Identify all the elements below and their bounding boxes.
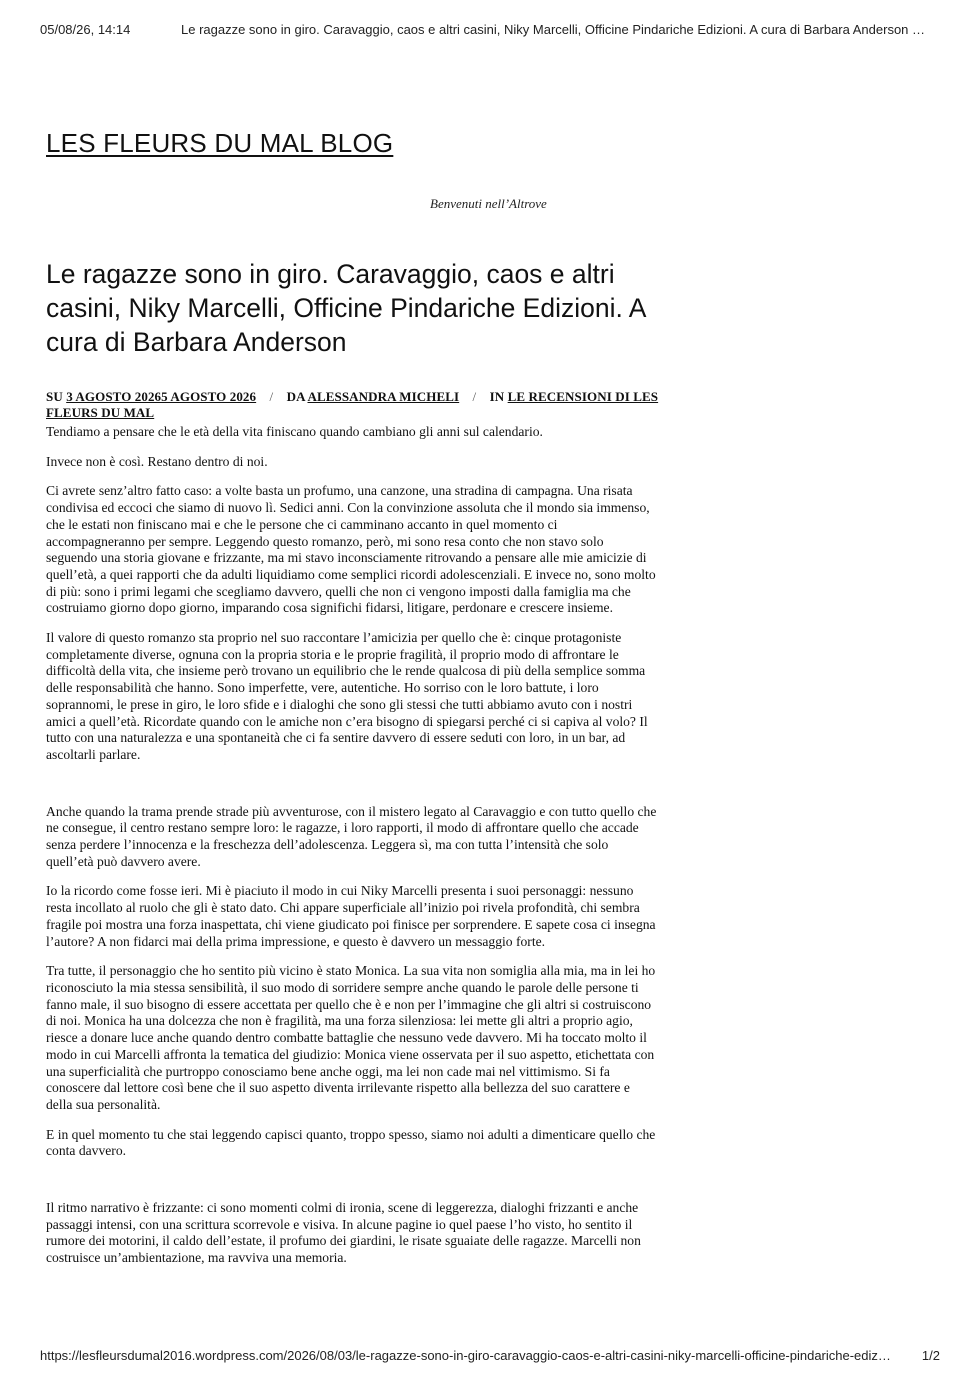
post-paragraph: Anche quando la trama prende strade più avventurose, con il mistero legato al Caravaggio e con tutto quello che ne consegue, il centro restano sempre loro: le ragazze, i loro rapporti, il modo di affrontare quello che accade senza perdere l’innocenza e la freschezza dell’adolescenza. Leggera sì, ma con tutta l’intensità che solo quell’età può davvero avere.: [46, 803, 657, 869]
post-paragraph: Ci avrete senz’altro fatto caso: a volte basta un profumo, una canzone, una stradina di campagna. Una risata condivisa ed eccoci che siamo di nuovo lì. Sedici anni. Con la convinzione assoluta che il mondo sia immenso, che le estati non finiscano mai e che le persone che ci camminano accanto in quel momento ci accompagneranno per sempre. Leggendo questo romanzo, però, mi sono resa conto che non stavo solo seguendo una storia giovane e frizzante, ma mi stavo inconsciamente ritrovando a pensare alle mie amicizie di quell’età, a quei rapporti che da adulti liquidiamo come semplici ricordi adolescenziali. E invece no, sono molto di più: sono i primi legami che scegliamo davvero, quelli che non ci vengono imposti dalla famiglia ma che costruiamo giorno dopo giorno, imparando cosa significhi fidarsi, litigare, perdonare e crescere insieme.: [46, 483, 656, 616]
post-paragraph: Il valore di questo romanzo sta proprio nel suo raccontare l’amicizia per quello che è: cinque protagoniste completamente diverse, ognuna con la propria storia e le proprie fragilità, il proprio modo di affrontare le difficoltà della vita, che insieme però trovano un equilibrio che le rende qualcosa di più della semplice somma delle responsabilità che hanno. Sono imperfette, vere, autentiche. Ho sorriso con le loro battute, i loro soprannomi, le prese in giro, le loro sfide e i dialoghi che sono gli stessi che tutti abbiamo avuto con i nostri amici a quell’età. Ricordate quando con le amiche non c’era bisogno di spiegarsi perché ci si capiva al volo? Il tutto con una naturalezza e una spontaneità che ci fa sentire davvero di essere seduti con loro, in un bar, ad ascoltarli parlare.: [46, 630, 648, 762]
print-header: [40, 22, 940, 42]
meta-separator: /: [269, 389, 274, 404]
site-title-link[interactable]: LES FLEURS DU MAL BLOG: [46, 128, 394, 158]
print-page-number: 1/2: [921, 1348, 940, 1363]
post-category-link[interactable]: LE RECENSIONI DI LES FLEURS DU MAL: [46, 389, 659, 420]
print-footer: [40, 1348, 940, 1368]
meta-by-label: DA: [286, 389, 305, 404]
print-datetime: 05/08/26, 14:14: [40, 22, 131, 37]
post-content: [46, 424, 658, 1280]
post-date-link[interactable]: 3 AGOSTO 20265 AGOSTO 2026: [66, 389, 257, 404]
post-title: Le ragazze sono in giro. Caravaggio, caos e altri casini, Niky Marcelli, Officine Pindariche Edizioni. A cura di Barbara Anderson: [46, 259, 645, 357]
post-paragraph: E in quel momento tu che stai leggendo capisci quanto, troppo spesso, siamo noi adulti a dimenticare quello che conta davvero.: [46, 1126, 656, 1159]
post-paragraph: Invece non è così. Restano dentro di noi.: [46, 453, 268, 469]
meta-in-label: IN: [489, 389, 505, 404]
post-author-link[interactable]: ALESSANDRA MICHELI: [307, 389, 460, 404]
meta-separator: /: [472, 389, 477, 404]
post-paragraph: Tendiamo a pensare che le età della vita finiscano quando cambiano gli anni sul calendario.: [46, 424, 543, 439]
post-paragraph: Tra tutte, il personaggio che ho sentito più vicino è stato Monica. La sua vita non somiglia alla mia, ma in lei ho riconosciuto la mia stessa sensibilità, il suo modo di sorridere sempre anche quando le parole delle persone ti fanno male, il suo bisogno di essere accettata per quello che è e non per l’immagine che gli altri si costruiscono di noi. Monica ha una dolcezza che non è fragilità, ma una forza silenziosa: lei mette gli altri a proprio agio, riesce a donare luce anche quando dentro combatte battaglie che nessuno vede davvero. Mi ha toccato molto il modo in cui Marcelli affronta la tematica del giudizio: Monica viene osservata per il suo aspetto, etichettata con una superficialità che purtroppo conosciamo bene anche oggi, ma lei non cade mai nel vittimismo. Si fa conoscere dal lettore così bene che il suo aspetto diventa irrilevante rispetto alla bellezza del suo carattere e della sua personalità.: [46, 963, 656, 1112]
site-tagline: Benvenuti nell’Altrove: [430, 196, 547, 211]
print-url: https://lesfleursdumal2016.wordpress.com/2026/08/03/le-ragazze-sono-in-giro-caravaggio-caos-e-altri-casini-niky-marcelli-officine-pindariche-ediz…: [40, 1348, 891, 1363]
post-meta: [46, 389, 666, 421]
meta-on-label: SU: [46, 389, 63, 404]
post-paragraph: Io la ricordo come fosse ieri. Mi è piaciuto il modo in cui Niky Marcelli presenta i suoi personaggi: nessuno resta incollato al ruolo che gli è stato dato. Chi appare superficiale all’inizio poi rivela profondità, chi sembra fragile poi mostra una forza inaspettata, chi viene giudicato poi finisce per sorprendere. E sapete cosa ci insegna l’autore? A non fidarci mai della prima impressione, e questo è davvero un messaggio forte.: [46, 883, 656, 949]
post-paragraph: Il ritmo narrativo è frizzante: ci sono momenti colmi di ironia, scene di leggerezza, dialoghi frizzanti e anche passaggi intensi, con una scrittura scorrevole e visiva. In alcune pagine io quel paese l’ho visto, ho sentito il rumore dei motorini, il caldo dell’estate, il profumo dei giardini, le risate sguaiate delle ragazze. Marcelli non costruisce un’ambientazione, ma ravviva una memoria.: [46, 1200, 641, 1266]
print-document-title: Le ragazze sono in giro. Caravaggio, caos e altri casini, Niky Marcelli, Officine Pindariche Edizioni. A cura di Barbara Anderson …: [181, 22, 926, 37]
